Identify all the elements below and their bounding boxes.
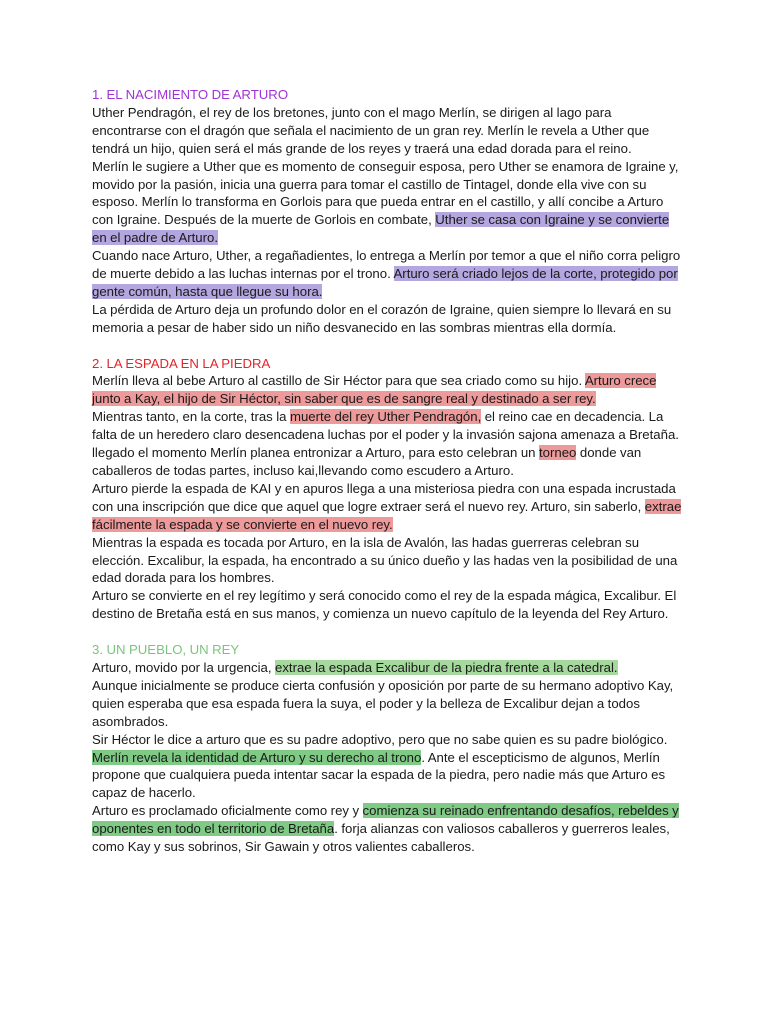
- text-run: Sir Héctor le dice a arturo que es su padre adoptivo, pero que no sabe quien es su padre biológico.: [92, 731, 668, 747]
- text-run: Arturo es proclamado oficialmente como rey y: [92, 803, 363, 819]
- highlighted-text: comienza su reinado enfrentando desafíos, rebeldes y oponentes en todo el territorio de Bretaña: [92, 803, 679, 837]
- highlighted-text: Uther se casa con Igraine y se convierte en el padre de Arturo.: [92, 212, 670, 246]
- text-run: Mientras tanto, en la corte, tras la: [92, 409, 290, 425]
- text-run: Cuando nace Arturo, Uther, a regañadientes, lo entrega a Merlín por temor a que el niño corra peligro de muerte debido a las luchas internas por el trono.: [92, 248, 681, 282]
- text-run: el reino cae en decadencia. La falta de un heredero claro desencadena luchas por el poder y la invasión sajona amenaza a Bretaña.: [92, 409, 679, 443]
- paragraph: [92, 659, 684, 677]
- paragraph: [92, 534, 684, 588]
- paragraph: [92, 444, 684, 480]
- section-title-2: 2. LA ESPADA EN LA PIEDRA: [92, 355, 271, 371]
- text-run: Arturo se convierte en el rey legítimo y será conocido como el rey de la espada mágica, Excalibur. El destino de Bretaña está en sus manos, y comienza un nuevo capítulo de la leyenda del Rey Arturo.: [92, 588, 677, 622]
- text-run: donde van caballeros de todas partes, incluso kai,llevando como escudero a Arturo.: [92, 445, 642, 479]
- spacer: [92, 623, 684, 641]
- text-run: Merlín lleva al bebe Arturo al castillo de Sir Héctor para que sea criado como su hijo.: [92, 373, 585, 389]
- section-nacimiento: [92, 86, 684, 337]
- text-run: Aunque inicialmente se produce cierta confusión y oposición por parte de su hermano adoptivo Kay, quien esperaba que esa espada fuera la suya, el poder y la belleza de Excalibur dejan a todos asombrados.: [92, 677, 674, 729]
- paragraph: [92, 802, 684, 856]
- paragraph: [92, 480, 684, 534]
- highlighted-text: muerte del rey Uther Pendragón,: [289, 409, 482, 425]
- paragraph: [92, 104, 684, 158]
- paragraph: [92, 587, 684, 623]
- text-run: Uther Pendragón, el rey de los bretones, junto con el mago Merlín, se dirigen al lago para encontrarse con el dragón que señala el nacimiento de un gran rey. Merlín le revela a Uther que tendrá un hijo, quien será el más grande de los reyes y traerá una edad dorada para el reino.: [92, 104, 650, 156]
- paragraph: [92, 158, 684, 248]
- text-run: La pérdida de Arturo deja un profundo dolor en el corazón de Igraine, quien siempre lo llevará en su memoria a pesar de haber sido un niño desvanecido en las sombras mientras ella dormía.: [92, 301, 672, 335]
- highlighted-text: Arturo será criado lejos de la corte, protegido por gente común, hasta que llegue su hora.: [92, 266, 678, 299]
- paragraph: [92, 731, 684, 803]
- section-title-3: 3. UN PUEBLO, UN REY: [92, 642, 240, 658]
- document-body: [92, 86, 684, 856]
- highlighted-text: extrae la espada Excalibur de la piedra frente a la catedral.: [274, 659, 618, 675]
- text-run: . Ante el escepticismo de algunos, Merlín propone que cualquiera pueda intentar sacar la espada de la piedra, pero nadie más que Arturo es capaz de hacerlo.: [92, 749, 666, 801]
- section-espada-piedra: [92, 355, 684, 624]
- text-run: Arturo pierde la espada de KAI y en apuros llega a una misteriosa piedra con una espada incrustada con una inscripción que dice que aquel que logre extraer será el nuevo rey. Arturo, sin saberlo,: [92, 480, 676, 514]
- highlighted-text: extrae fácilmente la espada y se convierte en el nuevo rey.: [92, 498, 682, 532]
- text-run: Arturo, movido por la urgencia,: [92, 659, 275, 675]
- paragraph: [92, 677, 684, 731]
- paragraph: [92, 372, 684, 408]
- paragraph: [92, 408, 684, 444]
- highlighted-text: torneo: [538, 445, 577, 461]
- paragraph: [92, 247, 684, 301]
- text-run: . forja alianzas con valiosos caballeros y guerreros leales, como Kay y sus sobrinos, Sir Gawain y otros valientes caballeros.: [92, 821, 670, 855]
- spacer: [92, 337, 684, 355]
- highlighted-text: Arturo crece junto a Kay, el hijo de Sir Héctor, sin saber que es de sangre real y destinado a ser rey.: [92, 373, 657, 407]
- section-title-1: 1. EL NACIMIENTO DE ARTURO: [92, 87, 289, 102]
- text-run: Merlín le sugiere a Uther que es momento de conseguir esposa, pero Uther se enamora de Igraine y, movido por la pasión, inicia una guerra para tomar el castillo de Tintagel, donde ella vive con su esposo. Merlín lo transforma en Gorlois para que pueda entrar en el castillo, y allí concibe a Arturo con Igraine. Después de la muerte de Gorlois en combate,: [92, 158, 679, 228]
- section-pueblo-rey: [92, 641, 684, 856]
- highlighted-text: Merlín revela la identidad de Arturo y su derecho al trono: [92, 749, 422, 765]
- paragraph: [92, 301, 684, 337]
- text-run: Mientras la espada es tocada por Arturo, en la isla de Avalón, las hadas guerreras celebran su elección. Excalibur, la espada, ha encontrado a su único dueño y las hadas ven la posibilidad de una edad dorada para los hombres.: [92, 534, 678, 586]
- text-run: llegado el momento Merlín planea entronizar a Arturo, para esto celebran un: [92, 445, 539, 461]
